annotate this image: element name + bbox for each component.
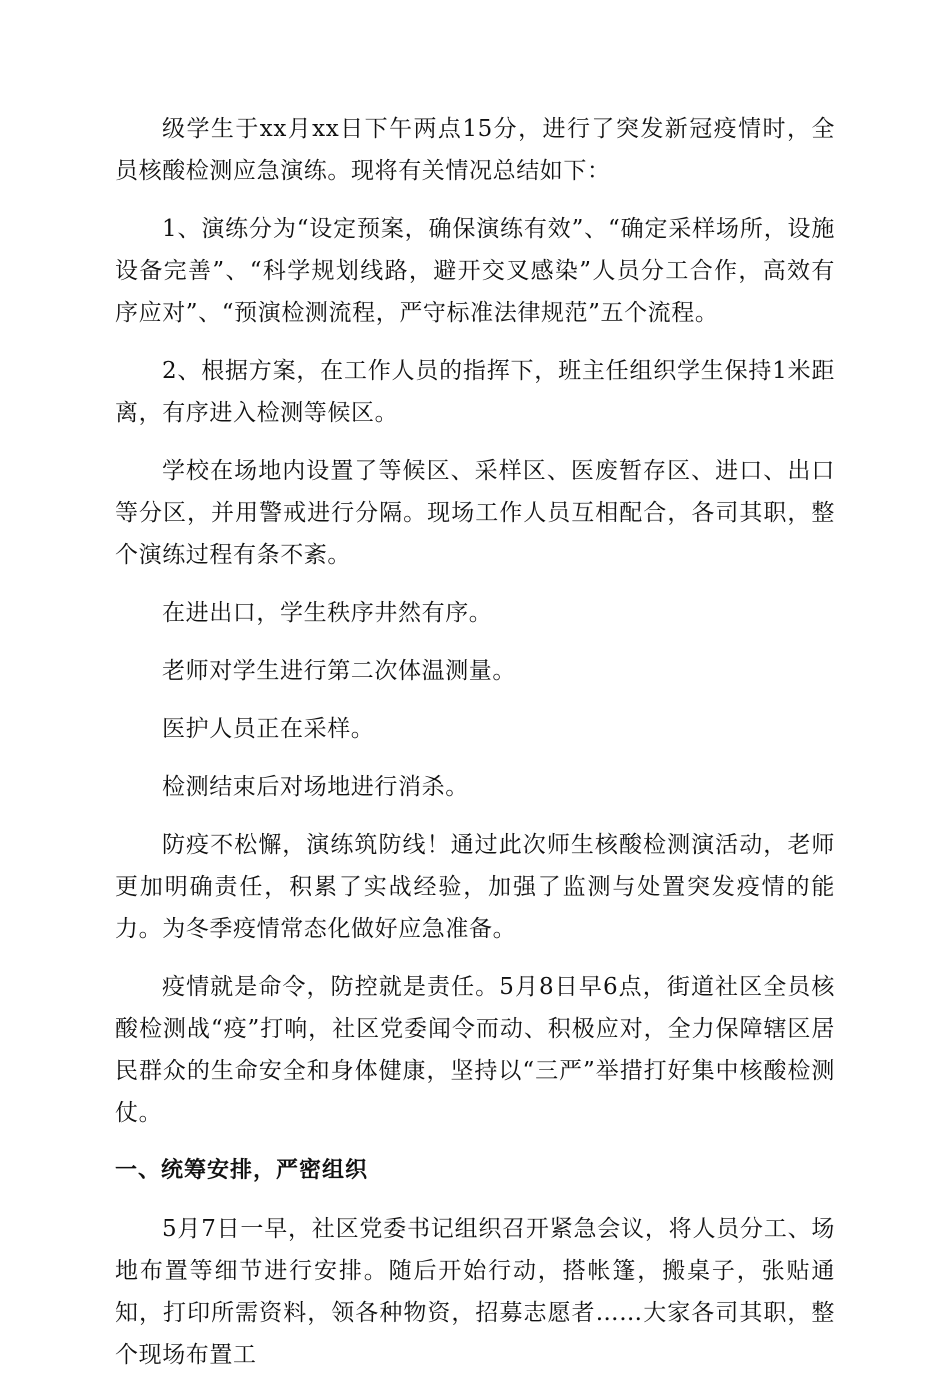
paragraph-temperature: 老师对学生进行第二次体温测量。 — [162, 658, 516, 684]
section-heading: 一、统筹安排，严密组织 — [115, 1158, 369, 1183]
document-body — [115, 108, 835, 1392]
paragraph-drill-queue: 2、根据方案，在工作人员的指挥下，班主任组织学生保持1米距离，有序进入检测等候区。 — [115, 358, 835, 426]
paragraph-site-zones: 学校在场地内设置了等候区、采样区、医废暂存区、进口、出口等分区，并用警戒进行分隔。现场工作人员互相配合，各司其职，整个演练过程有条不紊。 — [115, 458, 835, 568]
paragraph-drill-intro: 级学生于xx月xx日下午两点15分，进行了突发新冠疫情时，全员核酸检测应急演练。现将有关情况总结如下： — [115, 116, 835, 184]
paragraph-entrance: 在进出口，学生秩序井然有序。 — [162, 600, 493, 626]
paragraph-drill-process: 1、演练分为“设定预案，确保演练有效”、“确定采样场所，设施设备完善”、“科学规划线路，避开交叉感染”人员分工合作，高效有序应对”、“预演检测流程，严守标准法律规范”五个流程。 — [115, 216, 835, 326]
paragraph-organization: 5月7日一早，社区党委书记组织召开紧急会议，将人员分工、场地布置等细节进行安排。随后开始行动，搭帐篷，搬桌子，张贴通知，打印所需资料，领各种物资，招募志愿者……大家各司其职，整个现场布置工 — [115, 1216, 835, 1368]
paragraph-summary: 防疫不松懈，演练筑防线！通过此次师生核酸检测演活动，老师更加明确责任，积累了实战经验，加强了监测与处置突发疫情的能力。为冬季疫情常态化做好应急准备。 — [115, 832, 835, 942]
paragraph-disinfection: 检测结束后对场地进行消杀。 — [162, 774, 469, 800]
paragraph-community-testing: 疫情就是命令，防控就是责任。5月8日早6点，街道社区全员核酸检测战“疫”打响，社区党委闻令而动、积极应对，全力保障辖区居民群众的生命安全和身体健康，坚持以“三严”举措打好集中核酸检测仗。 — [115, 974, 835, 1126]
paragraph-sampling: 医护人员正在采样。 — [162, 716, 375, 742]
